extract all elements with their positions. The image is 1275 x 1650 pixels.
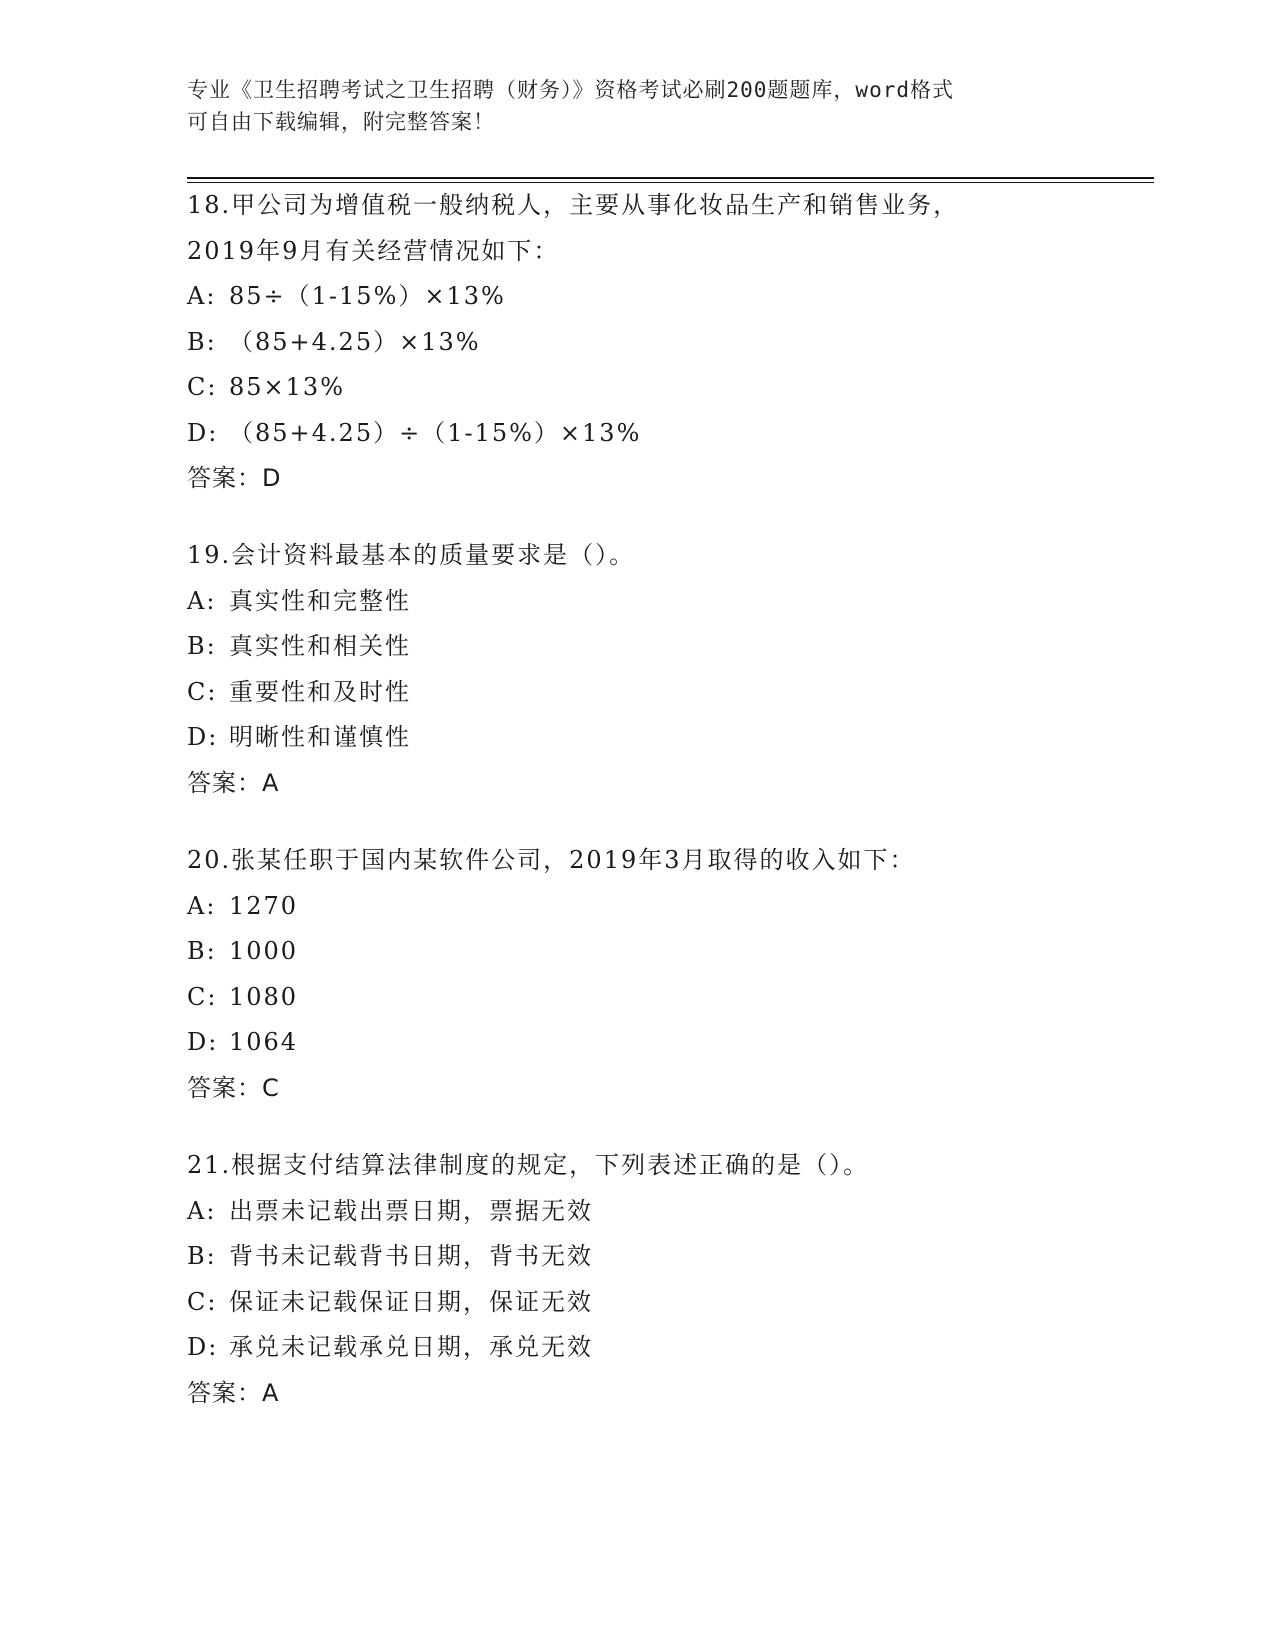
option-label: C: bbox=[187, 677, 218, 706]
question-stem-line: 18.甲公司为增值税一般纳税人，主要从事化妆品生产和销售业务， bbox=[187, 191, 960, 219]
option-text: 明晰性和谨慎性 bbox=[229, 723, 411, 751]
option-label: D: bbox=[187, 723, 219, 751]
option-a bbox=[187, 884, 1147, 930]
option-text: 出票未记载出票日期，票据无效 bbox=[229, 1196, 593, 1225]
option-label: C: bbox=[187, 1287, 218, 1316]
option-b bbox=[187, 624, 1147, 670]
option-label: A: bbox=[187, 282, 217, 310]
answer: 答案：C bbox=[187, 1073, 280, 1102]
option-text: 真实性和相关性 bbox=[229, 632, 411, 660]
option-text: 85÷（1-15%）×13% bbox=[229, 282, 506, 310]
option-c bbox=[187, 975, 1147, 1021]
question-stem-line: 21.根据支付结算法律制度的规定，下列表述正确的是（）。 bbox=[187, 1151, 870, 1179]
question-21 bbox=[187, 1143, 1147, 1416]
option-d bbox=[187, 411, 1147, 457]
question-19 bbox=[187, 533, 1147, 806]
answer: 答案：A bbox=[187, 1378, 280, 1407]
option-a bbox=[187, 274, 1147, 320]
option-d bbox=[187, 1325, 1147, 1371]
option-d bbox=[187, 715, 1147, 761]
header-line-1: 专业《卫生招聘考试之卫生招聘（财务）》资格考试必刷200题题库，word格式 bbox=[187, 78, 954, 102]
option-text: 1000 bbox=[229, 937, 299, 965]
option-text: 保证未记载保证日期，保证无效 bbox=[229, 1287, 593, 1316]
header-divider-thick bbox=[187, 177, 1154, 179]
option-text: 真实性和完整性 bbox=[229, 586, 411, 615]
option-label: D: bbox=[187, 418, 219, 447]
option-label: C: bbox=[187, 982, 218, 1011]
option-label: C: bbox=[187, 373, 218, 401]
option-b bbox=[187, 1234, 1147, 1280]
option-text: 1080 bbox=[229, 982, 299, 1011]
option-label: A: bbox=[187, 891, 217, 920]
option-label: B: bbox=[187, 1242, 217, 1270]
option-a bbox=[187, 1189, 1147, 1235]
header-line-2: 可自由下载编辑，附完整答案！ bbox=[187, 110, 495, 134]
question-stem-line: 19.会计资料最基本的质量要求是（）。 bbox=[187, 541, 636, 569]
option-c bbox=[187, 670, 1147, 716]
option-label: D: bbox=[187, 1028, 219, 1056]
option-c bbox=[187, 1280, 1147, 1326]
option-text: （85+4.25）×13% bbox=[229, 327, 481, 356]
question-18 bbox=[187, 183, 1147, 502]
option-label: D: bbox=[187, 1333, 219, 1361]
answer: 答案：A bbox=[187, 768, 280, 797]
option-d bbox=[187, 1020, 1147, 1066]
option-text: 1270 bbox=[229, 891, 299, 920]
option-text: 1064 bbox=[229, 1028, 299, 1056]
option-label: B: bbox=[187, 327, 217, 356]
option-a bbox=[187, 579, 1147, 625]
option-b bbox=[187, 320, 1147, 366]
option-label: B: bbox=[187, 937, 217, 965]
question-stem-line: 2019年9月有关经营情况如下： bbox=[187, 236, 560, 265]
document-header bbox=[187, 74, 1067, 138]
option-label: A: bbox=[187, 1196, 217, 1225]
question-stem-line: 20.张某任职于国内某软件公司，2019年3月取得的收入如下： bbox=[187, 846, 916, 874]
option-text: 承兑未记载承兑日期，承兑无效 bbox=[229, 1333, 593, 1361]
question-20 bbox=[187, 838, 1147, 1111]
option-c bbox=[187, 365, 1147, 411]
option-text: 背书未记载背书日期，背书无效 bbox=[229, 1242, 593, 1270]
answer: 答案：D bbox=[187, 464, 282, 492]
option-label: B: bbox=[187, 632, 217, 660]
option-b bbox=[187, 929, 1147, 975]
option-text: （85+4.25）÷（1-15%）×13% bbox=[229, 418, 642, 447]
option-text: 重要性和及时性 bbox=[229, 677, 411, 706]
option-label: A: bbox=[187, 586, 217, 615]
option-text: 85×13% bbox=[229, 373, 345, 401]
